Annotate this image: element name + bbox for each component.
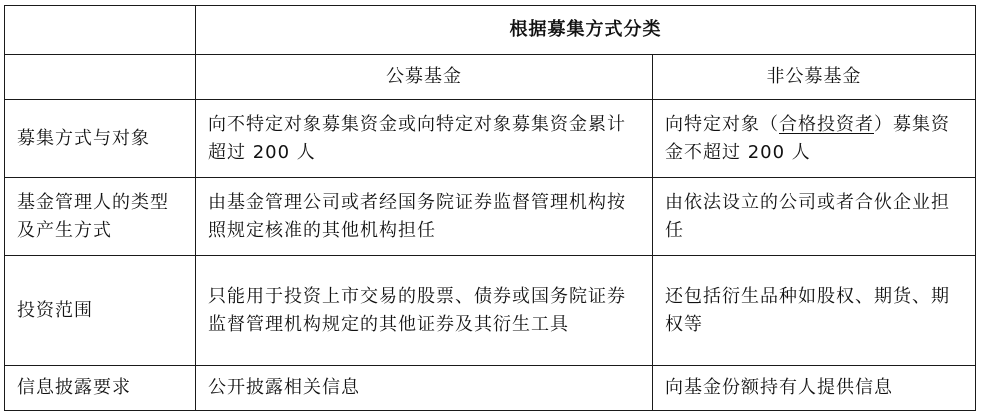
corner-cell	[5, 6, 196, 55]
table-title: 根据募集方式分类	[196, 6, 976, 55]
header-private-fund: 非公募基金	[653, 55, 976, 100]
table-header-row	[5, 55, 976, 100]
table-row	[5, 100, 976, 178]
cell-public-scope: 只能用于投资上市交易的股票、债券或国务院证券监督管理机构规定的其他证券及其衍生工具	[196, 256, 653, 366]
header-blank-cell	[5, 55, 196, 100]
header-public-fund: 公募基金	[196, 55, 653, 100]
row-label-manager: 基金管理人的类型及产生方式	[5, 178, 196, 256]
cell-public-method: 向不特定对象募集资金或向特定对象募集资金累计超过 200 人	[196, 100, 653, 178]
row-label-method: 募集方式与对象	[5, 100, 196, 178]
table-row	[5, 366, 976, 411]
row-label-disclosure: 信息披露要求	[5, 366, 196, 411]
cell-public-disclosure: 公开披露相关信息	[196, 366, 653, 411]
fund-classification-table	[4, 5, 976, 411]
private-method-suffix: ）募集资金不超过 200 人	[665, 113, 950, 163]
cell-private-disclosure: 向基金份额持有人提供信息	[653, 366, 976, 411]
table-row	[5, 256, 976, 366]
private-method-prefix: 向特定对象（	[665, 113, 779, 135]
qualified-investor-link[interactable]: 合格投资者	[779, 113, 874, 135]
cell-private-manager: 由依法设立的公司或者合伙企业担任	[653, 178, 976, 256]
cell-public-manager: 由基金管理公司或者经国务院证券监督管理机构按照规定核准的其他机构担任	[196, 178, 653, 256]
table-title-row	[5, 6, 976, 55]
row-label-scope: 投资范围	[5, 256, 196, 366]
table-row	[5, 178, 976, 256]
cell-private-scope: 还包括衍生品种如股权、期货、期权等	[653, 256, 976, 366]
cell-private-method	[653, 100, 976, 178]
